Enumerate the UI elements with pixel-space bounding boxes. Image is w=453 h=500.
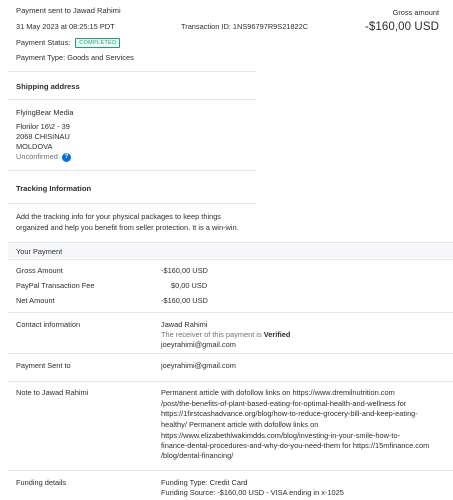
divider xyxy=(8,99,256,100)
tracking-text-2: organized and help you benefit from seller protection. It is a win-win. xyxy=(16,223,239,232)
question-icon[interactable]: ? xyxy=(62,153,71,162)
tracking-text-1: Add the tracking info for your physical packages to keep things xyxy=(16,212,222,221)
shipping-city: 2068 CHISINAU xyxy=(16,132,70,141)
payment-sent-to-email[interactable]: joeyrahimi@gmail.com xyxy=(161,361,236,370)
divider xyxy=(8,381,453,382)
contact-label: Contact information xyxy=(16,320,81,329)
divider xyxy=(8,170,256,171)
payment-sent-to-label: Payment Sent to xyxy=(16,361,71,370)
note-line: https://1firstcashadvance.org/blog/how-to-reduce-grocery-bill-and-keep-eating- xyxy=(161,409,418,418)
gross-amount-row-value: -$160,00 USD xyxy=(161,266,208,275)
gross-amount-label: Gross amount xyxy=(392,8,439,17)
note-line: healthy/ Permanent article with dofollow links on xyxy=(161,420,319,429)
shipping-name: FlyingBear Media xyxy=(16,108,74,117)
fee-row-label: PayPal Transaction Fee xyxy=(16,281,95,290)
divider xyxy=(8,312,453,313)
divider xyxy=(8,259,453,260)
net-amount-row-label: Net Amount xyxy=(16,296,55,305)
verified-prefix: The receiver of this payment is xyxy=(161,330,262,339)
contact-email[interactable]: joeyrahimi@gmail.com xyxy=(161,340,236,349)
payment-status xyxy=(16,38,120,48)
your-payment-heading: Your Payment xyxy=(16,247,63,256)
funding-type: Funding Type: Credit Card xyxy=(161,478,248,487)
shipping-status-text: Unconfirmed xyxy=(16,152,58,161)
shipping-status xyxy=(16,152,71,162)
payment-status-label: Payment Status: xyxy=(16,38,71,47)
note-label: Note to Jawad Rahimi xyxy=(16,388,89,397)
note-line: Permanent article with dofollow links on https://www.dremilnutrition.com xyxy=(161,388,395,397)
contact-name: Jawad Rahimi xyxy=(161,320,208,329)
note-line: /blog/dental-financing/ xyxy=(161,451,234,460)
payment-datetime: 31 May 2023 at 08:25:15 PDT xyxy=(16,22,115,31)
payment-title: Payment sent to Jawad Rahimi xyxy=(16,6,121,15)
tracking-heading: Tracking Information xyxy=(16,184,92,193)
shipping-country: MOLDOVA xyxy=(16,142,53,151)
divider xyxy=(8,353,453,354)
note-line: /post/the-benefits-of-plant-based-eating-for-optimal-health-and-wellness for xyxy=(161,399,407,408)
divider xyxy=(8,203,256,204)
status-badge: COMPLETED xyxy=(75,38,120,48)
funding-label: Funding details xyxy=(16,478,67,487)
gross-amount-value: -$160,00 USD xyxy=(364,21,439,33)
net-amount-row-value: -$160,00 USD xyxy=(161,296,208,305)
your-payment-band xyxy=(8,244,453,258)
note-line: finance-dental-procedures-and-why-do-you-need-them for https://15mfinance.com xyxy=(161,441,430,450)
gross-amount-row-label: Gross Amount xyxy=(16,266,63,275)
fee-row-value: $0,00 USD xyxy=(171,281,208,290)
note-line: https://www.elizabethlwakimdds.com/blog/investing-in-your-smile-how-to- xyxy=(161,431,401,440)
payment-type: Payment Type: Goods and Services xyxy=(16,53,134,62)
transaction-id[interactable]: Transaction ID: 1NS96797R9S21822C xyxy=(181,22,309,31)
shipping-street: Florilor 16\2 - 39 xyxy=(16,122,70,131)
divider xyxy=(8,71,256,72)
divider xyxy=(8,470,453,471)
verified-word: Verified xyxy=(263,330,291,339)
funding-source: Funding Source: -$160,00 USD - VISA ending in x-1025 xyxy=(161,488,344,497)
divider xyxy=(8,242,453,243)
shipping-heading: Shipping address xyxy=(16,82,80,91)
contact-verified xyxy=(161,330,290,340)
